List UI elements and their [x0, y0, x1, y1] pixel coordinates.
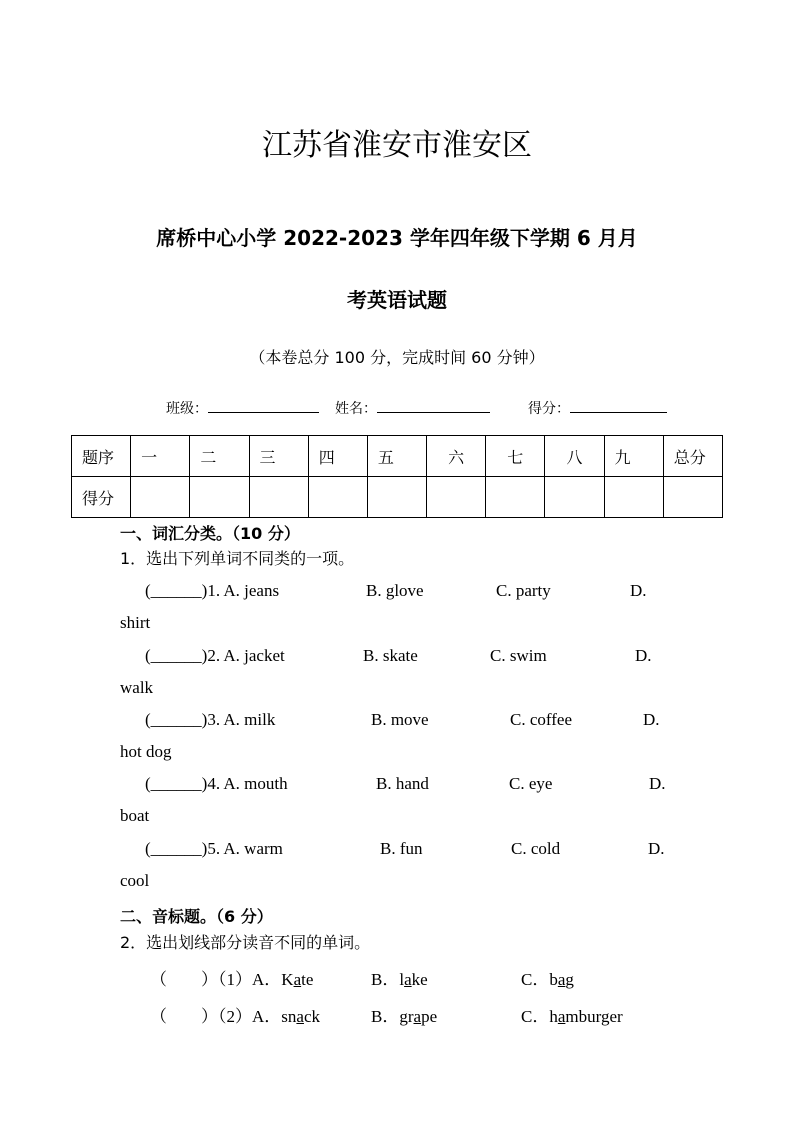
q3-option-b: B. move	[371, 710, 429, 729]
table-header-cell: 二	[190, 436, 249, 477]
name-field	[335, 396, 490, 418]
q3-blank-option-a: (______)3. A. milk	[145, 710, 276, 729]
score-cell[interactable]	[190, 477, 249, 518]
exam-title-line1: 席桥中心小学 2022-2023 学年四年级下学期 6 月月	[156, 226, 638, 250]
phonics-q1-option-c: C．bag	[521, 970, 574, 989]
q1-option-d: D.	[630, 581, 647, 600]
score-label: 得分：	[528, 401, 570, 417]
q4-option-d-text: boat	[120, 806, 150, 825]
table-header-cell: 六	[427, 436, 486, 477]
underlined-letter: a	[413, 1007, 422, 1026]
table-header-cell: 四	[308, 436, 367, 477]
q3-option-d: D.	[643, 710, 660, 729]
phonics-q2-option-b: B．grape	[371, 1007, 438, 1026]
phonics-q1: （ ）（1）A．Kate	[150, 970, 314, 989]
score-cell[interactable]	[486, 477, 545, 518]
name-label: 姓名：	[335, 401, 377, 417]
q1-option-b: B. glove	[366, 581, 424, 600]
exam-title-line2: 考英语试题	[347, 288, 447, 312]
q5-option-b: B. fun	[380, 839, 423, 858]
table-header-cell: 一	[131, 436, 190, 477]
score-cell[interactable]	[131, 477, 190, 518]
q5-option-d-text: cool	[120, 871, 150, 890]
q3-option-d-text: hot dog	[120, 742, 172, 761]
section2-title: 二、音标题。（6 分）	[120, 907, 273, 926]
phonics-q1-number: （ ）（1）A．	[150, 970, 282, 989]
class-label: 班级：	[166, 401, 208, 417]
q2-blank-option-a: (______)2. A. jacket	[145, 646, 285, 665]
class-blank[interactable]	[208, 396, 319, 413]
score-table-score-row	[72, 477, 723, 518]
table-header-cell: 三	[249, 436, 308, 477]
score-row-label: 得分	[72, 477, 131, 518]
q5-option-c: C. cold	[511, 839, 561, 858]
score-cell[interactable]	[604, 477, 663, 518]
underlined-letter: a	[557, 1007, 566, 1026]
q2-option-d-text: walk	[120, 678, 154, 697]
table-header-cell: 题序	[72, 436, 131, 477]
score-cell[interactable]	[249, 477, 308, 518]
phonics-q2-option-c: C．hamburger	[521, 1007, 623, 1026]
phonics-q1-option-b: B．lake	[371, 970, 428, 989]
score-cell[interactable]	[308, 477, 367, 518]
q1-option-d-text: shirt	[120, 613, 151, 632]
section2-instruction: 2．选出划线部分读音不同的单词。	[120, 933, 371, 952]
score-blank[interactable]	[570, 396, 667, 413]
q4-blank-option-a: (______)4. A. mouth	[145, 774, 288, 793]
underlined-letter: a	[404, 970, 412, 989]
score-table-header-row	[72, 436, 723, 477]
score-cell[interactable]	[545, 477, 604, 518]
score-cell[interactable]	[663, 477, 722, 518]
score-cell[interactable]	[367, 477, 426, 518]
underlined-letter: a	[296, 1007, 304, 1026]
q1-option-c: C. party	[496, 581, 551, 600]
score-field	[528, 396, 667, 418]
table-header-cell: 七	[486, 436, 545, 477]
section1-title: 一、词汇分类。（10 分）	[120, 524, 300, 543]
table-header-cell: 九	[604, 436, 663, 477]
score-table	[71, 435, 723, 518]
underlined-letter: a	[557, 970, 566, 989]
q4-option-d: D.	[649, 774, 666, 793]
table-header-cell: 五	[367, 436, 426, 477]
q3-option-c: C. coffee	[510, 710, 572, 729]
phonics-q2: （ ）（2）A．snack	[150, 1007, 320, 1026]
section1-instruction: 1．选出下列单词不同类的一项。	[120, 549, 355, 568]
q1-blank-option-a: (______)1. A. jeans	[145, 581, 280, 600]
q5-blank-option-a: (______)5. A. warm	[145, 839, 283, 858]
name-blank[interactable]	[377, 396, 490, 413]
q4-option-b: B. hand	[376, 774, 429, 793]
class-field	[166, 396, 319, 418]
q4-option-c: C. eye	[509, 774, 553, 793]
q2-option-b: B. skate	[363, 646, 418, 665]
region-title: 江苏省淮安市淮安区	[262, 128, 532, 163]
q2-option-d: D.	[635, 646, 652, 665]
table-header-cell: 总分	[663, 436, 722, 477]
score-cell[interactable]	[427, 477, 486, 518]
underlined-letter: a	[293, 970, 302, 989]
exam-note: （本卷总分 100 分，完成时间 60 分钟）	[249, 348, 545, 367]
table-header-cell: 八	[545, 436, 604, 477]
q5-option-d: D.	[648, 839, 665, 858]
phonics-q2-number: （ ）（2）A．	[150, 1007, 282, 1026]
q2-option-c: C. swim	[490, 646, 547, 665]
